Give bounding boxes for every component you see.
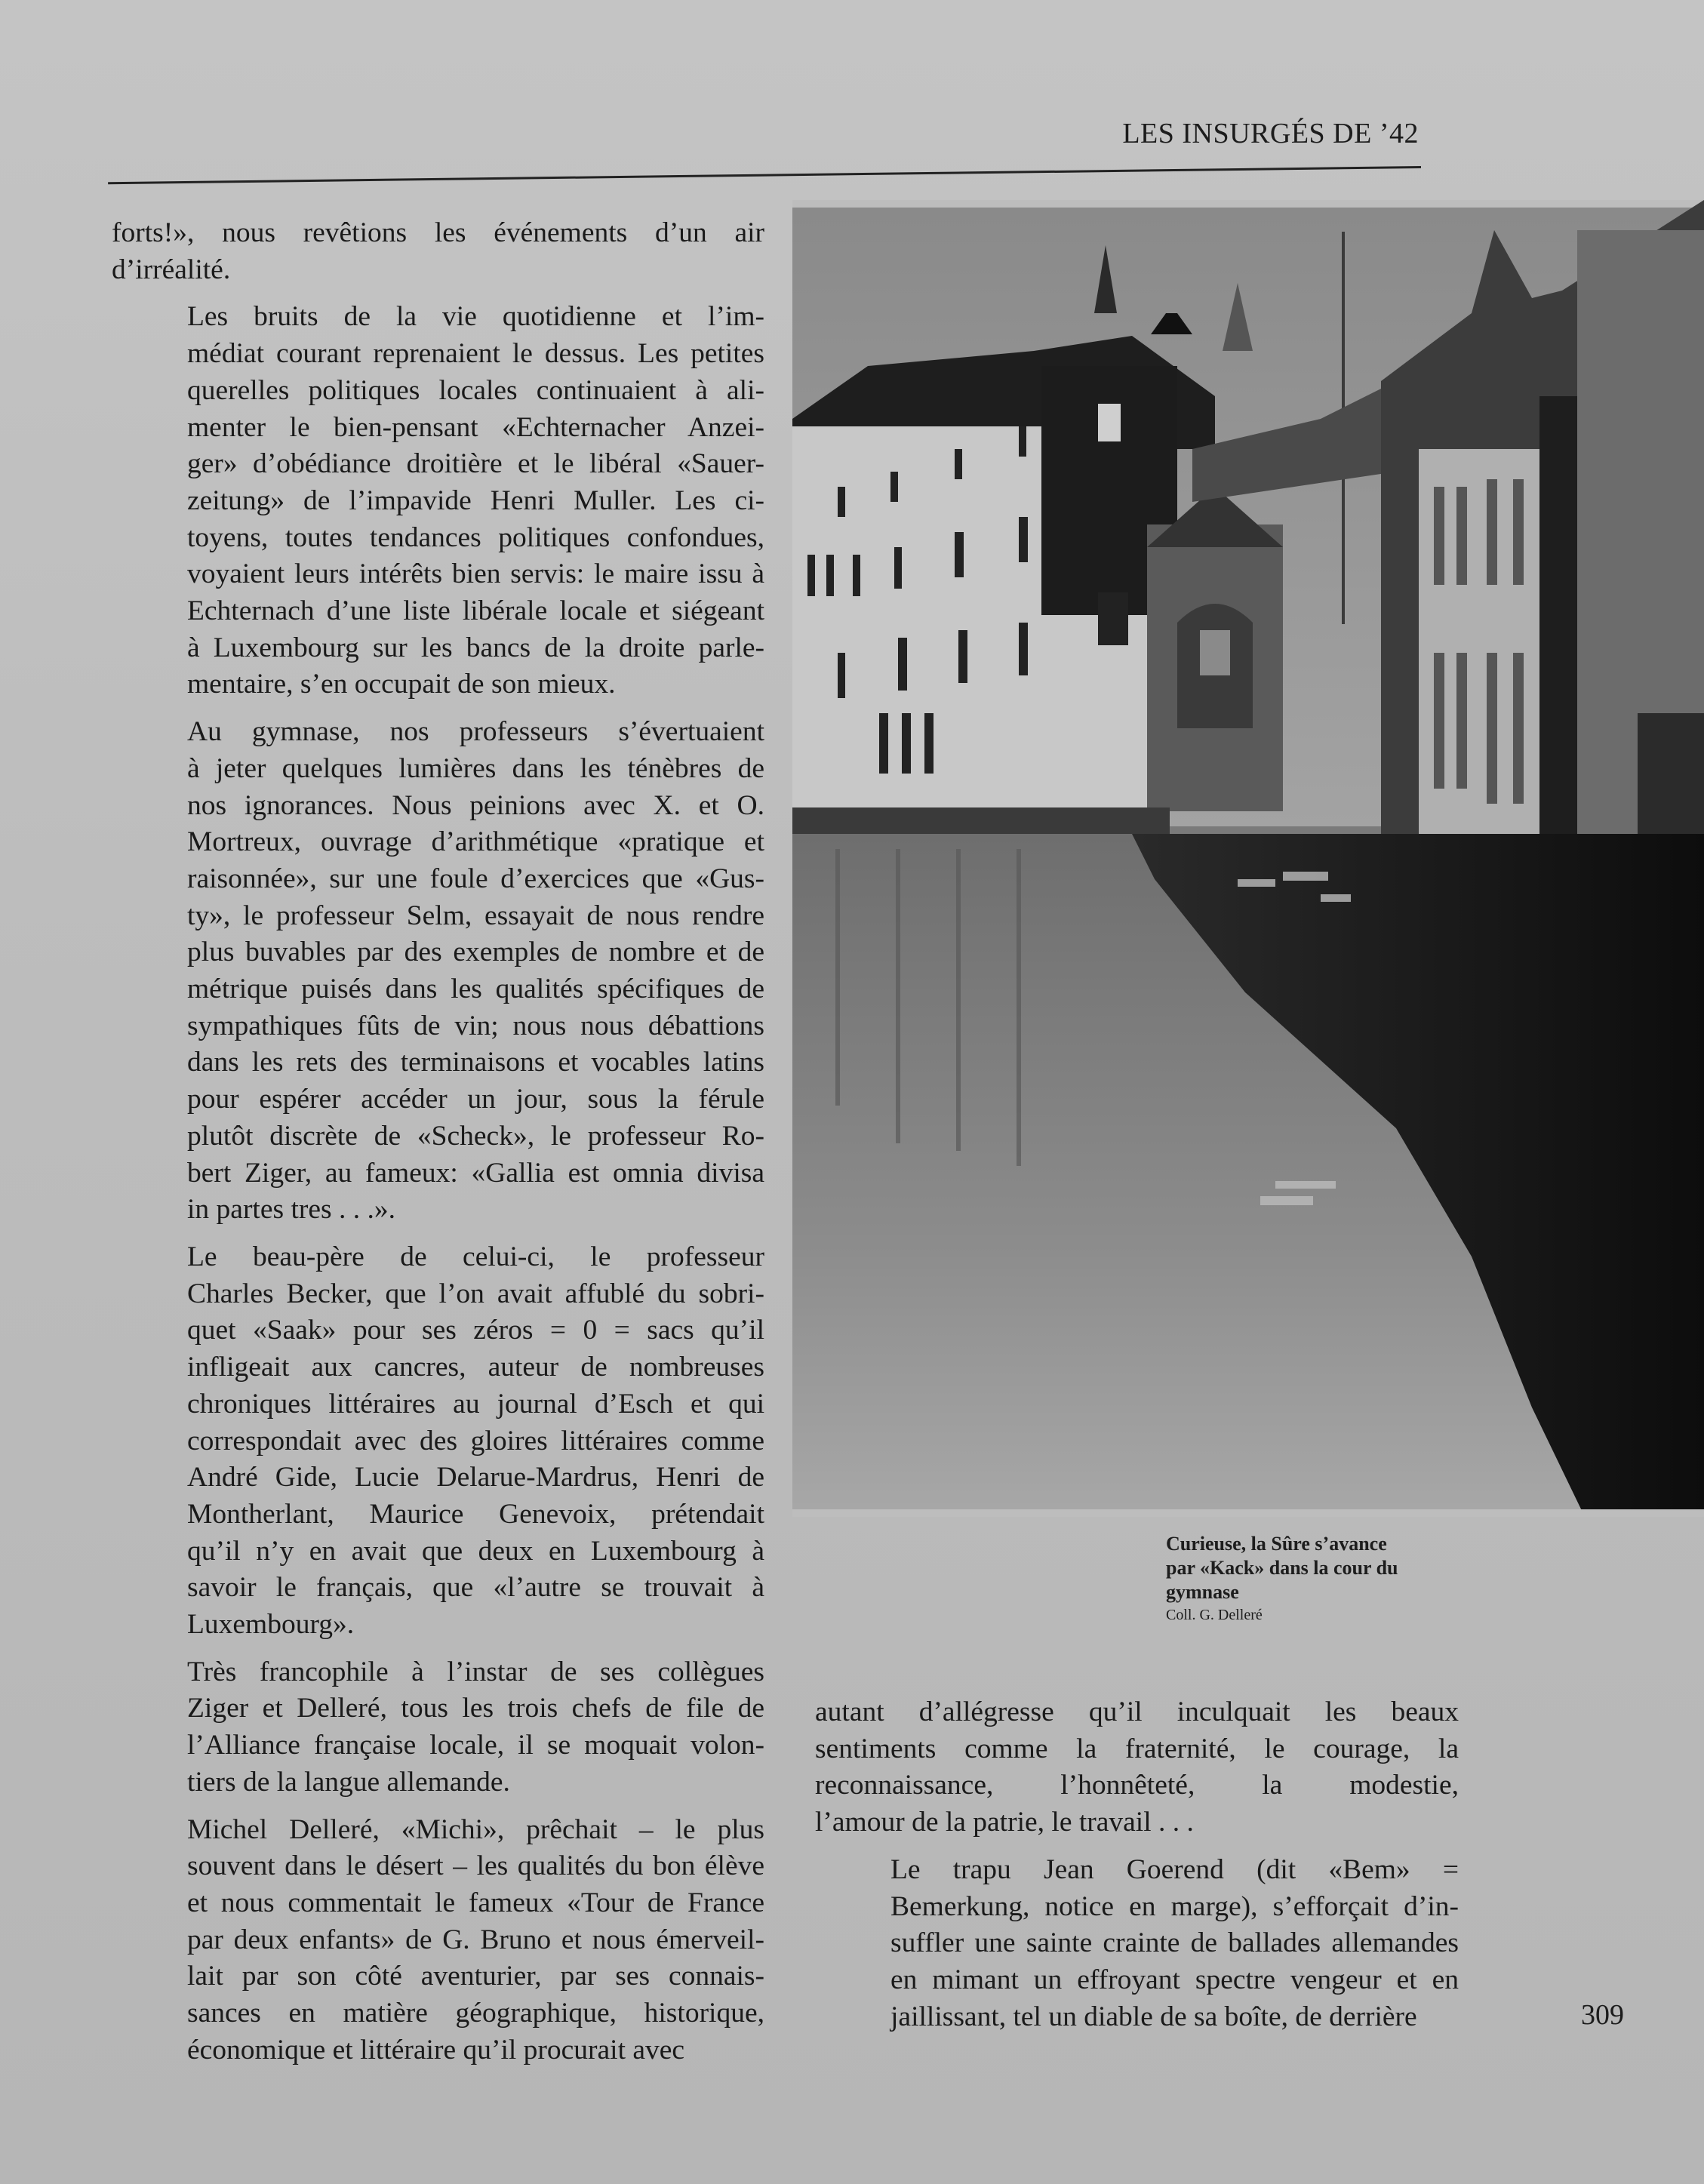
text-line: Très francophile à l’instar de ses collègues [187, 1656, 764, 1687]
paragraph [112, 1812, 764, 2069]
text-line: savoir le français, que «l’autre se trouvait à [187, 1572, 764, 1604]
text-line: en mimant un effroyant spectre vengeur et en [890, 1964, 1459, 1995]
photo-credit: Coll. G. Delleré [1166, 1607, 1263, 1623]
flood-photograph [792, 200, 1704, 1517]
text-line: Le beau-père de celui-ci, le professeur [187, 1241, 764, 1272]
text-line: sympathiques fûts de vin; nous nous débattions [187, 1010, 764, 1041]
text-line: Les bruits de la vie quotidienne et l’im- [187, 301, 764, 333]
text-line: ty», le professeur Selm, essayait de nous rendre [187, 900, 764, 931]
right-text-column [815, 1694, 1459, 2046]
text-line: lait par son côté aventurier, par ses connais- [187, 1961, 764, 1992]
text-line: Echternach d’une liste libérale locale et siégeant [187, 595, 764, 627]
text-line: nos ignorances. Nous peinions avec X. et O. [187, 789, 764, 821]
paragraph [112, 215, 764, 288]
paragraph [112, 299, 764, 703]
text-line: raisonnée», sur une foule d’exercices que «Gus- [187, 863, 764, 894]
paragraph [112, 1239, 764, 1644]
text-line: économique et littéraire qu’il procurait avec [187, 2034, 685, 2066]
text-line: ger» d’obédiance droitière et le libéral «Sauer- [187, 448, 764, 480]
text-line: menter le bien-pensant «Echternacher Anzei- [187, 411, 764, 443]
text-line: Luxembourg». [187, 1609, 355, 1641]
text-line: querelles politiques locales continuaient à ali- [187, 374, 764, 406]
text-line: sentiments comme la fraternité, le courage, la [815, 1733, 1459, 1764]
text-line: voyaient leurs intérêts bien servis: le maire issu à [187, 558, 764, 590]
text-line: et nous commentait le fameux «Tour de France [187, 1887, 764, 1918]
caption-line: Curieuse, la Sûre s’avance [1166, 1533, 1387, 1555]
text-line: pour espérer accéder un jour, sous la férule [187, 1084, 764, 1115]
text-line: Au gymnase, nos professeurs s’évertuaient [187, 716, 764, 748]
text-line: Ziger et Delleré, tous les trois chefs de file de [187, 1693, 764, 1724]
text-line: l’amour de la patrie, le travail . . . [815, 1807, 1194, 1838]
text-line: l’Alliance française locale, il se moquait volon- [187, 1730, 764, 1761]
text-line: André Gide, Lucie Delarue-Mardrus, Henri de [187, 1462, 764, 1493]
caption-line: gymnase [1166, 1581, 1239, 1603]
text-line: autant d’allégresse qu’il inculquait les beaux [815, 1696, 1459, 1727]
paragraph [815, 1694, 1459, 1841]
caption-line: par «Kack» dans la cour du [1166, 1557, 1398, 1579]
text-line: tiers de la langue allemande. [187, 1766, 510, 1798]
text-line: médiat courant reprenaient le dessus. Les petites [187, 338, 764, 370]
text-line: Le trapu Jean Goerend (dit «Bem» = [890, 1853, 1459, 1885]
text-line: Montherlant, Maurice Genevoix, prétendait [187, 1498, 764, 1530]
text-line: suffler une sainte crainte de ballades allemandes [890, 1927, 1459, 1959]
text-line: forts!», nous revêtions les événements d’un air [112, 217, 764, 248]
text-line: jaillissant, tel un diable de sa boîte, de derrière [890, 2001, 1417, 2032]
text-line: plus buvables par des exemples de nombre et de [187, 937, 764, 968]
text-line: in partes tres . . .». [187, 1194, 395, 1226]
text-line: Charles Becker, que l’on avait affublé du sobri- [187, 1278, 764, 1309]
text-line: d’irréalité. [112, 254, 231, 285]
text-line: bert Ziger, au fameux: «Gallia est omnia divisa [187, 1157, 764, 1189]
text-line: chroniques littéraires au journal d’Esch et qui [187, 1388, 764, 1420]
text-line: souvent dans le désert – les qualités du bon élève [187, 1850, 764, 1882]
header-rule [108, 166, 1421, 184]
photo-illustration [792, 200, 1704, 1517]
text-line: métrique puisés dans les qualités spécifiques de [187, 974, 764, 1005]
text-line: à jeter quelques lumières dans les ténèbres de [187, 752, 764, 784]
text-line: sances en matière géographique, historique, [187, 1998, 764, 2029]
text-line: Bemerkung, notice en marge), s’efforçait d’in- [890, 1890, 1459, 1922]
photo-caption [1166, 1532, 1483, 1624]
running-title: LES INSURGÉS DE ’42 [1122, 118, 1419, 149]
text-line: infligeait aux cancres, auteur de nombreuses [187, 1352, 764, 1383]
page-number: 309 [1581, 1999, 1624, 2031]
text-line: toyens, toutes tendances politiques confondues, [187, 521, 764, 553]
text-line: Mortreux, ouvrage d’arithmétique «pratique et [187, 826, 764, 858]
text-line: zeitung» de l’impavide Henri Muller. Les ci- [187, 484, 764, 516]
text-line: plutôt discrète de «Scheck», le professeur Ro- [187, 1120, 764, 1152]
text-line: quet «Saak» pour ses zéros = 0 = sacs qu’il [187, 1315, 764, 1346]
text-line: correspondait avec des gloires littéraires comme [187, 1425, 764, 1457]
paragraph [815, 1852, 1459, 2036]
left-text-column [112, 215, 764, 2079]
text-line: à Luxembourg sur les bancs de la droite parle- [187, 632, 764, 663]
text-line: mentaire, s’en occupait de son mieux. [187, 669, 616, 700]
text-line: reconnaissance, l’honnêteté, la modestie, [815, 1770, 1459, 1801]
paragraph [112, 1654, 764, 1801]
text-line: qu’il n’y en avait que deux en Luxembourg à [187, 1535, 764, 1567]
text-line: par deux enfants» de G. Bruno et nous émerveil- [187, 1924, 764, 1955]
text-line: dans les rets des terminaisons et vocables latins [187, 1047, 764, 1078]
text-line: Michel Delleré, «Michi», prêchait – le plus [187, 1813, 764, 1845]
paragraph [112, 714, 764, 1229]
